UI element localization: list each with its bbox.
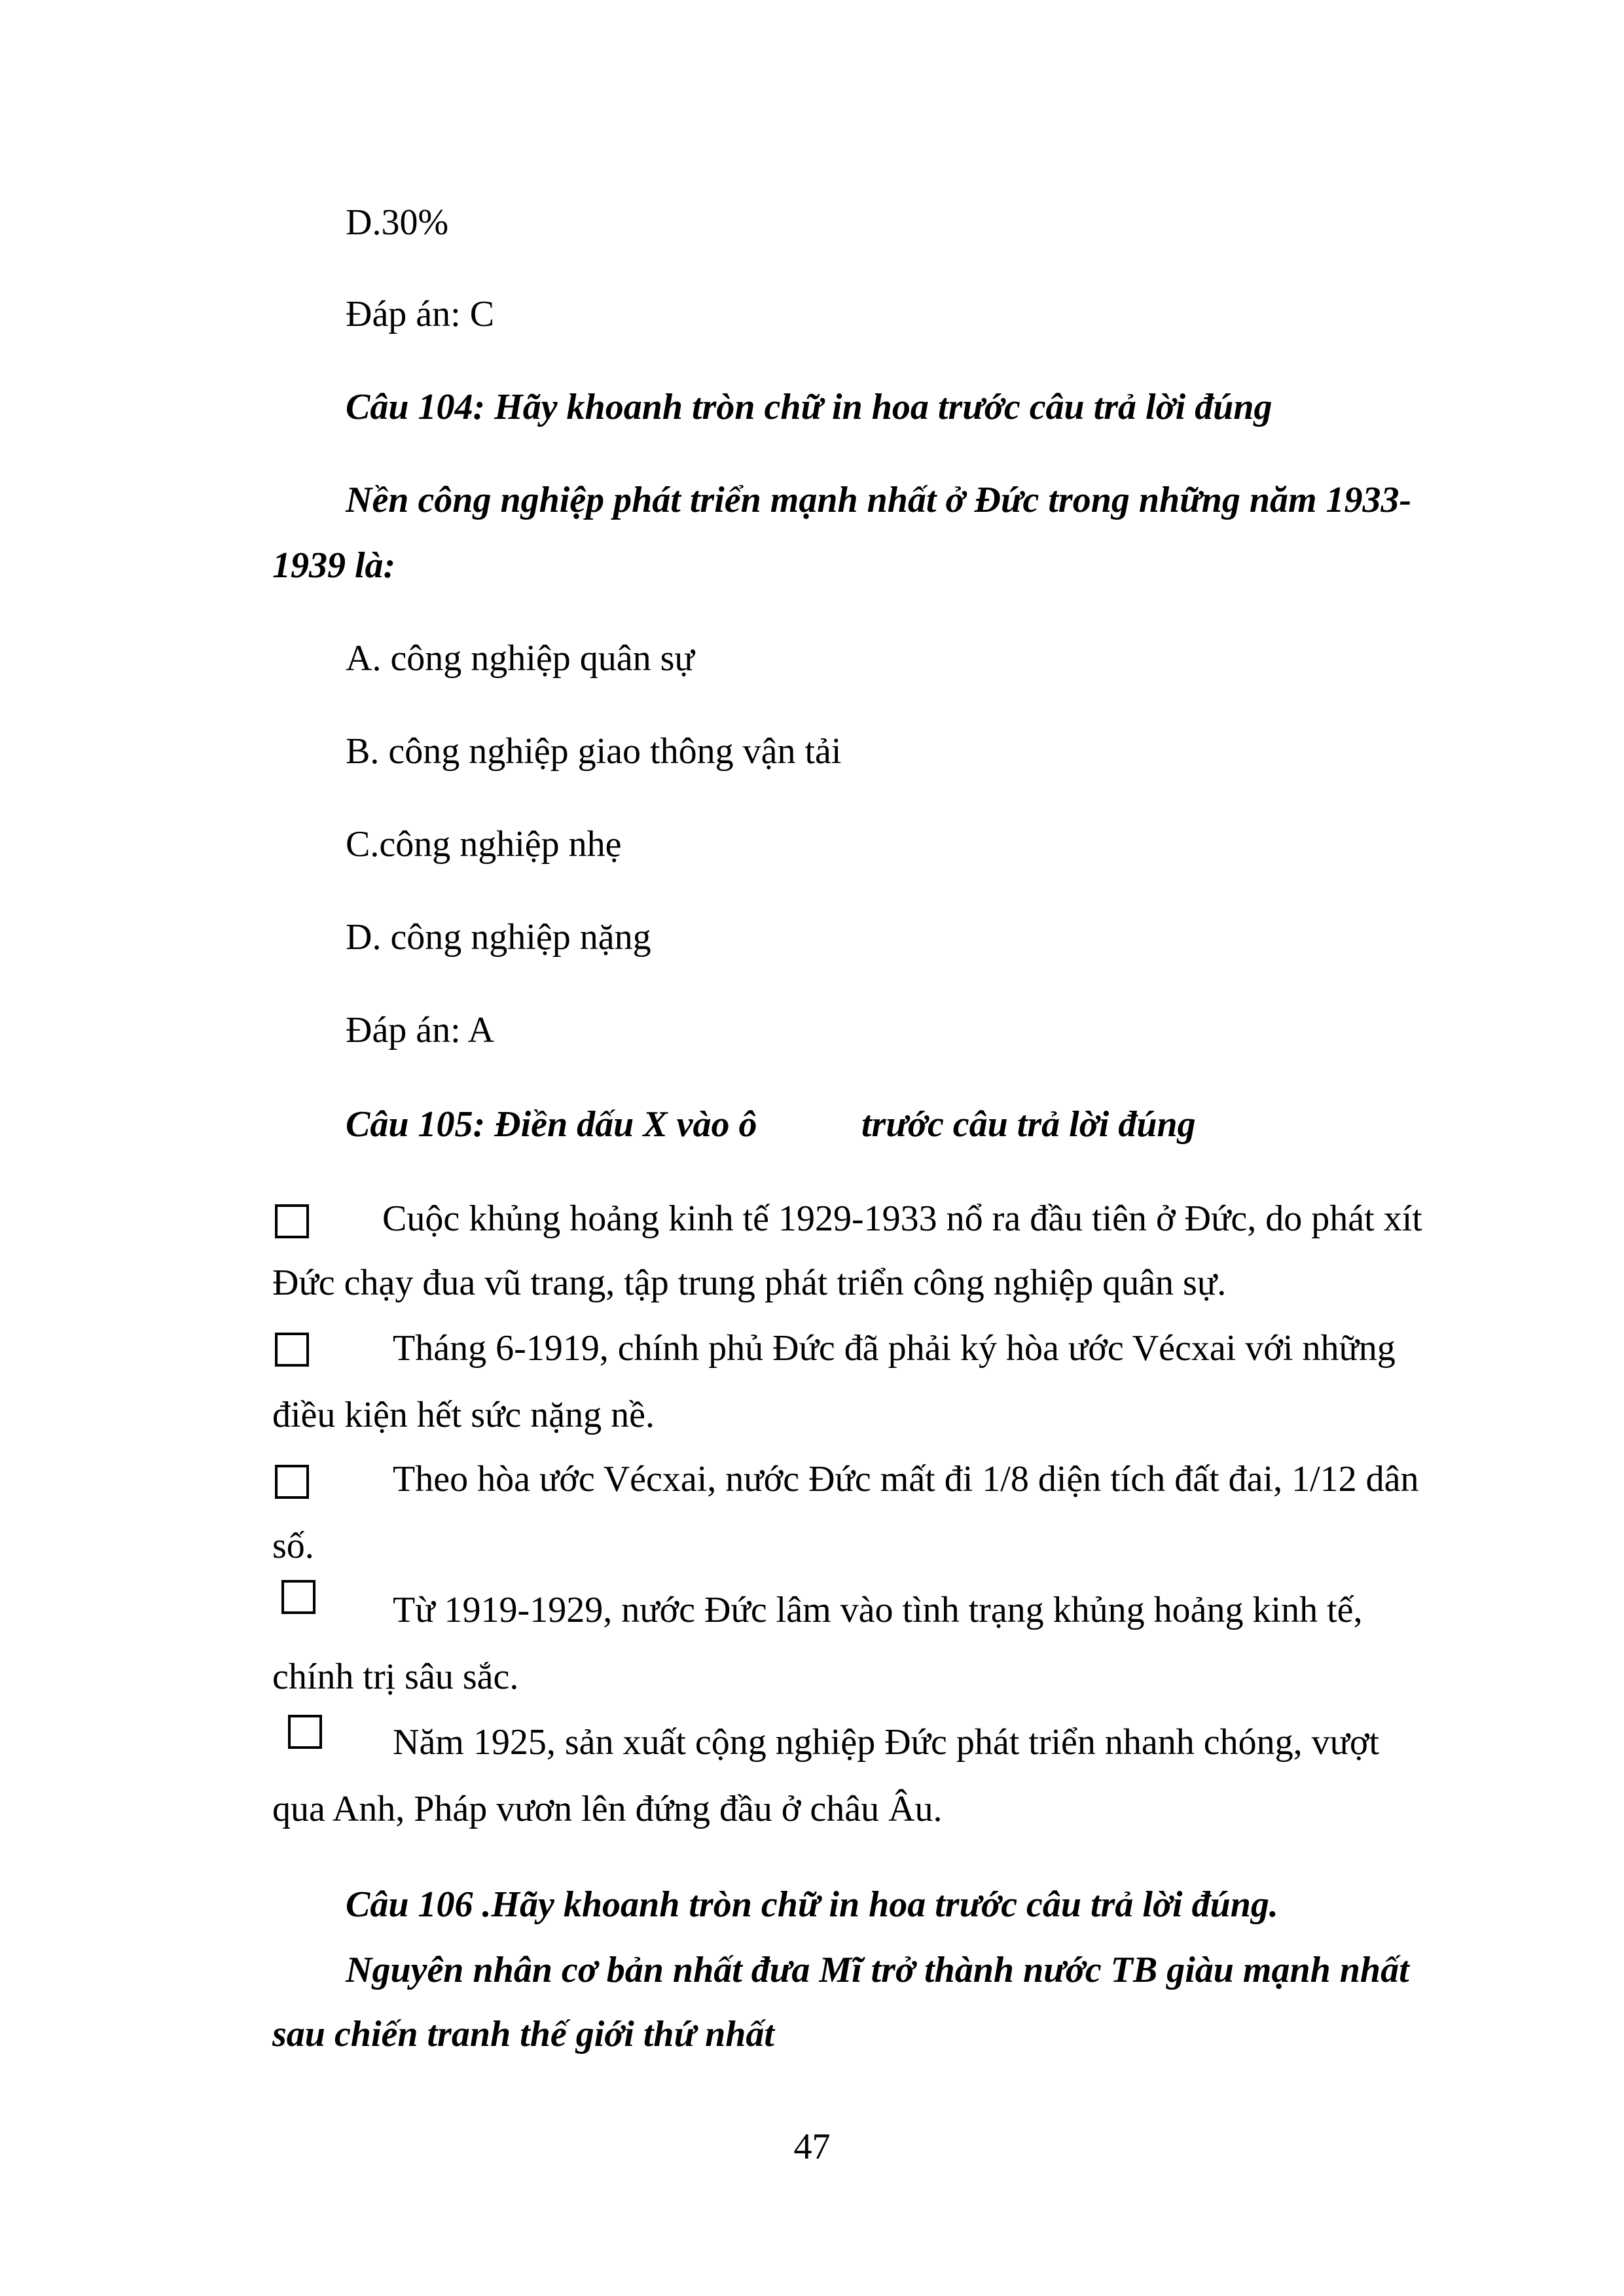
q105-item4-line2: chính trị sâu sắc. [272,1657,519,1697]
q105-checkbox-4[interactable] [281,1580,316,1614]
q105-item2-line1: Tháng 6-1919, chính phủ Đức đã phải ký hòa ước Vécxai với những [393,1328,1396,1369]
q104-question-line2: 1939 là: [272,545,396,586]
q105-title-part1: Câu 105: Điền dấu X vào ô [346,1104,757,1145]
q104-answer: Đáp án: A [346,1010,495,1050]
q105-checkbox-2[interactable] [275,1333,309,1367]
q105-item2-line2: điều kiện hết sức nặng nề. [272,1395,655,1435]
q105-item3-line1: Theo hòa ước Vécxai, nước Đức mất đi 1/8 diện tích đất đai, 1/12 dân [393,1459,1419,1499]
q105-checkbox-3[interactable] [275,1465,309,1499]
q105-checkbox-1[interactable] [275,1204,309,1238]
q104-question-line1: Nền công nghiệp phát triển mạnh nhất ở Đức trong những năm 1933- [346,480,1412,520]
q106-question-line2: sau chiến tranh thế giới thứ nhất [272,2014,774,2054]
q106-title: Câu 106 .Hãy khoanh tròn chữ in hoa trước câu trả lời đúng. [346,1884,1278,1925]
q103-answer: Đáp án: C [346,294,495,334]
q104-option-a: A. công nghiệp quân sự [346,638,695,679]
q104-option-d: D. công nghiệp nặng [346,917,651,958]
q105-item3-line2: số. [272,1526,314,1566]
q105-title-part2: trước câu trả lời đúng [861,1104,1196,1145]
q103-option-d: D.30% [346,202,449,243]
q105-checkbox-5[interactable] [288,1715,322,1749]
q105-item5-line2: qua Anh, Pháp vươn lên đứng đầu ở châu Âu. [272,1789,943,1829]
q104-option-c: C.công nghiệp nhẹ [346,824,622,865]
q105-item4-line1: Từ 1919-1929, nước Đức lâm vào tình trạng khủng hoảng kinh tế, [393,1590,1363,1630]
q105-item1-line2: Đức chạy đua vũ trang, tập trung phát triển công nghiệp quân sự. [272,1263,1227,1303]
q106-question-line1: Nguyên nhân cơ bản nhất đưa Mĩ trở thành nước TB giàu mạnh nhất [346,1950,1409,1990]
q104-title: Câu 104: Hãy khoanh tròn chữ in hoa trước câu trả lời đúng [346,387,1272,427]
q105-item5-line1: Năm 1925, sản xuất cộng nghiệp Đức phát triển nhanh chóng, vượt [393,1722,1380,1763]
q105-item1-line1: Cuộc khủng hoảng kinh tế 1929-1933 nổ ra đầu tiên ở Đức, do phát xít [382,1198,1422,1239]
page-number: 47 [793,2126,831,2167]
q104-option-b: B. công nghiệp giao thông vận tải [346,731,842,772]
